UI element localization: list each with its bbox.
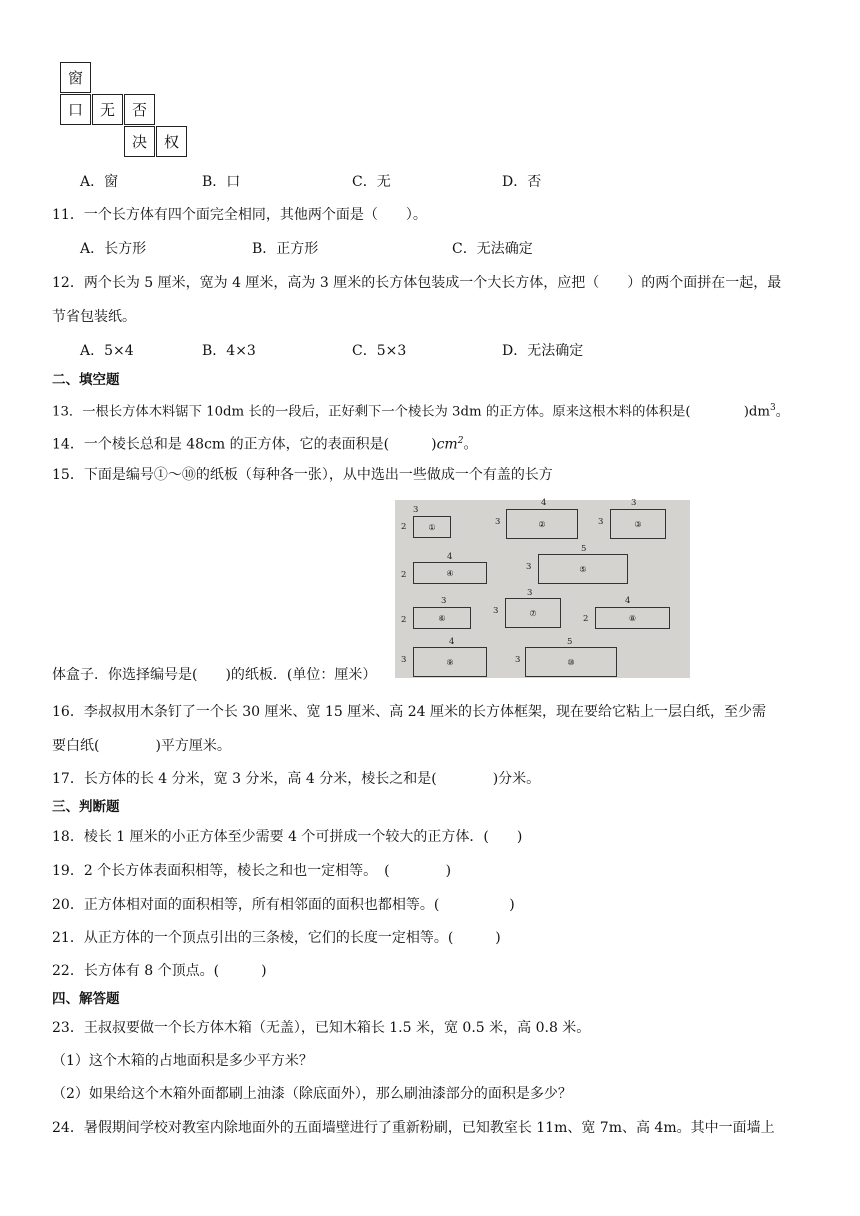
board-3: ③ <box>610 509 666 539</box>
net-cell: 窗 <box>60 62 91 93</box>
q19-line: 19．2 个长方体表面积相等，棱长之和也一定相等。 ( ) <box>52 863 452 879</box>
q10-option-d[interactable]: D．否 <box>502 174 542 190</box>
q17-line: 17．长方体的长 4 分米，宽 3 分米，高 4 分米，棱长之和是( )分米。 <box>52 771 541 787</box>
q13-unit-sup: 3 <box>770 403 776 413</box>
board-width-label: 3 <box>413 505 419 515</box>
q23-stem: 23．王叔叔要做一个长方体木箱（无盖），已知木箱长 1.5 米，宽 0.5 米，高 0.8 米。 <box>52 1020 591 1036</box>
q14-line <box>52 431 477 455</box>
q23-sub2: （2）如果给这个木箱外面都刷上油漆（除底面外），那么刷油漆部分的面积是多少？ <box>52 1086 572 1102</box>
board-1: ① <box>413 516 451 538</box>
q10-option-c[interactable]: C．无 <box>352 174 391 190</box>
board-height-label: 3 <box>526 562 532 572</box>
q12-option-b[interactable]: B．4×3 <box>202 343 256 359</box>
q15-boards-figure <box>395 500 690 678</box>
q21-line: 21．从正方体的一个顶点引出的三条棱，它们的长度一定相等。( ) <box>52 930 501 946</box>
net-cell: 否 <box>124 94 155 125</box>
q13-line <box>52 398 789 422</box>
q10-option-b[interactable]: B．口 <box>202 174 241 190</box>
q13-text: 13．一根长方体木料锯下 10dm 长的一段后，正好剩下一个棱长为 3dm 的正方体。原来这根木料的体积是( )dm <box>52 404 771 420</box>
q23-sub1: （1）这个木箱的占地面积是多少平方米？ <box>52 1053 313 1069</box>
board-6: ⑥ <box>413 607 471 629</box>
q11-option-a[interactable]: A．长方形 <box>80 241 147 257</box>
q24-line: 24．暑假期间学校对教室内除地面外的五面墙壁进行了重新粉刷，已知教室长 11m、宽 7m、高 4m。其中一面墙上 <box>52 1120 775 1136</box>
section-heading-fill-in: 二、填空题 <box>52 372 120 388</box>
q14-unit: cm <box>436 436 458 453</box>
board-width-label: 4 <box>447 552 453 562</box>
board-height-label: 3 <box>598 517 604 527</box>
q11-option-b[interactable]: B．正方形 <box>252 241 319 257</box>
net-cell: 权 <box>156 126 187 157</box>
q15-line2: 体盒子．你选择编号是( )的纸板．(单位：厘米） <box>52 667 377 683</box>
board-width-label: 3 <box>441 596 447 606</box>
q14-unit-sup: 2 <box>457 436 464 446</box>
board-8: ⑧ <box>595 607 670 629</box>
net-cell: 决 <box>124 126 155 157</box>
board-4: ④ <box>413 562 487 584</box>
q12-stem-line1: 12．两个长为 5 厘米，宽为 4 厘米，高为 3 厘米的长方体包装成一个大长方体，应把（ ）的两个面拼在一起，最 <box>52 275 782 291</box>
q12-stem-line2: 节省包装纸。 <box>52 309 136 325</box>
board-height-label: 2 <box>401 570 407 580</box>
q16-line1: 16．李叔叔用木条钉了一个长 30 厘米、宽 15 厘米、高 24 厘米的长方体框架，现在要给它粘上一层白纸，至少需 <box>52 704 766 720</box>
board-5: ⑤ <box>538 554 628 584</box>
q11-stem: 11．一个长方体有四个面完全相同，其他两个面是（ ）。 <box>52 207 427 223</box>
board-height-label: 3 <box>401 655 407 665</box>
q14-text: 14．一个棱长总和是 48cm 的正方体，它的表面积是( ) <box>52 436 437 453</box>
board-2: ② <box>506 509 578 539</box>
q11-option-c[interactable]: C．无法确定 <box>452 241 533 257</box>
q14-end: 。 <box>463 436 478 453</box>
q10-option-a[interactable]: A．窗 <box>80 174 119 190</box>
board-10: ⑩ <box>525 647 617 677</box>
board-width-label: 4 <box>541 498 547 508</box>
net-cell: 无 <box>92 94 123 125</box>
section-heading-judgement: 三、判断题 <box>52 799 120 815</box>
board-height-label: 3 <box>495 517 501 527</box>
board-width-label: 5 <box>567 637 573 647</box>
board-height-label: 3 <box>493 606 499 616</box>
board-width-label: 5 <box>581 544 587 554</box>
q12-option-c[interactable]: C．5×3 <box>352 343 407 359</box>
board-width-label: 3 <box>631 498 637 508</box>
board-height-label: 2 <box>401 522 407 532</box>
board-width-label: 4 <box>625 596 631 606</box>
q15-line1: 15．下面是编号①～⑩的纸板（每种各一张），从中选出一些做成一个有盖的长方 <box>52 467 553 483</box>
board-7: ⑦ <box>505 598 561 628</box>
q12-option-d[interactable]: D．无法确定 <box>502 343 584 359</box>
board-9: ⑨ <box>413 647 487 677</box>
section-heading-solve: 四、解答题 <box>52 991 120 1007</box>
q20-line: 20．正方体相对面的面积相等，所有相邻面的面积也都相等。( ) <box>52 897 515 913</box>
board-height-label: 2 <box>401 615 407 625</box>
cube-net-figure <box>60 62 200 162</box>
board-height-label: 3 <box>515 655 521 665</box>
q12-option-a[interactable]: A．5×4 <box>80 343 134 359</box>
q13-end: 。 <box>775 404 790 420</box>
board-height-label: 2 <box>583 614 589 624</box>
q18-line: 18．棱长 1 厘米的小正方体至少需要 4 个可拼成一个较大的正方体．( ) <box>52 829 523 845</box>
board-width-label: 4 <box>449 637 455 647</box>
net-cell: 口 <box>60 94 91 125</box>
q16-line2: 要白纸( )平方厘米。 <box>52 738 231 754</box>
board-width-label: 3 <box>527 588 533 598</box>
q22-line: 22．长方体有 8 个顶点。( ) <box>52 963 267 979</box>
